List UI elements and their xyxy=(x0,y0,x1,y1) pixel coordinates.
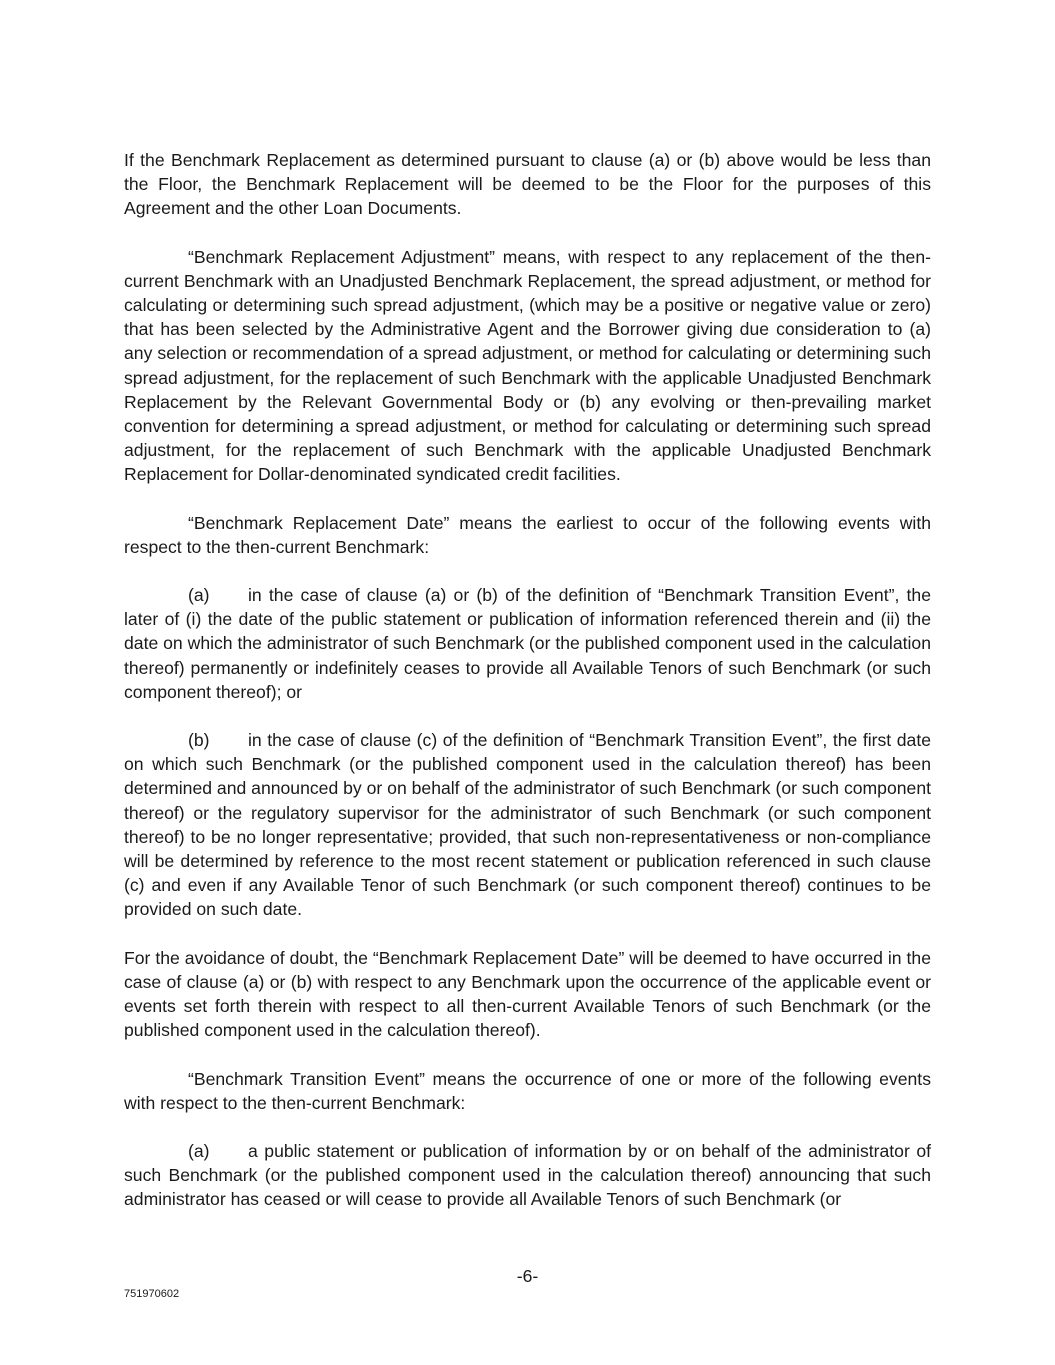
enum-label: (a) xyxy=(188,1140,210,1161)
list-item-text: in the case of clause (a) or (b) of the definition of “Benchmark Transition Event”, the later of (i) the date of the public statement or publication of information referenced therein and (ii) the date on which the administrator of such Benchmark (or the published component used in the calculation thereof) permanently or indefinitely ceases to provide all Available Tenors of such Benchmark (or such component thereof); or xyxy=(124,585,931,702)
paragraph-benchmark-transition-event: “Benchmark Transition Event” means the occurrence of one or more of the following events with respect to the then-current Benchmark: xyxy=(124,1068,931,1113)
list-item-text: a public statement or publication of information by or on behalf of the administrator of such Benchmark (or the published component used in the calculation thereof) announcing that such administrator has ceased or will cease to provide all Available Tenors of such Benchmark (or xyxy=(124,1140,931,1210)
enum-label: (b) xyxy=(188,730,210,751)
list-item-replacement-date-a xyxy=(124,583,931,704)
list-item-replacement-date-b xyxy=(124,728,931,922)
paragraph-benchmark-replacement-adjustment: “Benchmark Replacement Adjustment” means, with respect to any replacement of the then-current Benchmark with an Unadjusted Benchmark Replacement, the spread adjustment, or method for calculating or determining such spread adjustment, (which may be a positive or negative value or zero) that has been selected by the Administrative Agent and the Borrower giving due consideration to (a) any selection or recommendation of a spread adjustment, or method for calculating or determining such spread adjustment, for the replacement of such Benchmark with the applicable Unadjusted Benchmark Replacement by the Relevant Governmental Body or (b) any evolving or then-prevailing market convention for determining a spread adjustment, or method for calculating or determining such spread adjustment, for the replacement of such Benchmark with the applicable Unadjusted Benchmark Replacement for Dollar-denominated syndicated credit facilities. xyxy=(124,246,931,485)
paragraph-floor-clause: If the Benchmark Replacement as determined pursuant to clause (a) or (b) above would be less than the Floor, the Benchmark Replacement will be deemed to be the Floor for the purposes of this Agreement and the other Loan Documents. xyxy=(124,150,931,219)
list-item-text: in the case of clause (c) of the definition of “Benchmark Transition Event”, the first date on which such Benchmark (or the published component used in the calculation thereof) has been determined and announced by or on behalf of the administrator of such Benchmark (or such component thereof) or the regulatory supervisor for the administrator of such Benchmark (or such component thereof) to be no longer representative; provided, that such non-representativeness or non-compliance will be determined by reference to the most recent statement or publication referenced in such clause (c) and even if any Available Tenor of such Benchmark (or such component thereof) continues to be provided on such date. xyxy=(124,730,931,920)
document-id: 751970602 xyxy=(124,1288,180,1300)
paragraph-benchmark-replacement-date: “Benchmark Replacement Date” means the earliest to occur of the following events with respect to the then-current Benchmark: xyxy=(124,512,931,557)
list-item-transition-event-a xyxy=(124,1139,931,1212)
page-number: -6- xyxy=(516,1266,539,1286)
enum-label: (a) xyxy=(188,585,210,606)
paragraph-avoidance-of-doubt: For the avoidance of doubt, the “Benchmark Replacement Date” will be deemed to have occurred in the case of clause (a) or (b) with respect to any Benchmark upon the occurrence of the applicable event or events set forth therein with respect to all then-current Available Tenors of such Benchmark (or the published component used in the calculation thereof). xyxy=(124,947,931,1041)
document-body xyxy=(124,148,931,1212)
